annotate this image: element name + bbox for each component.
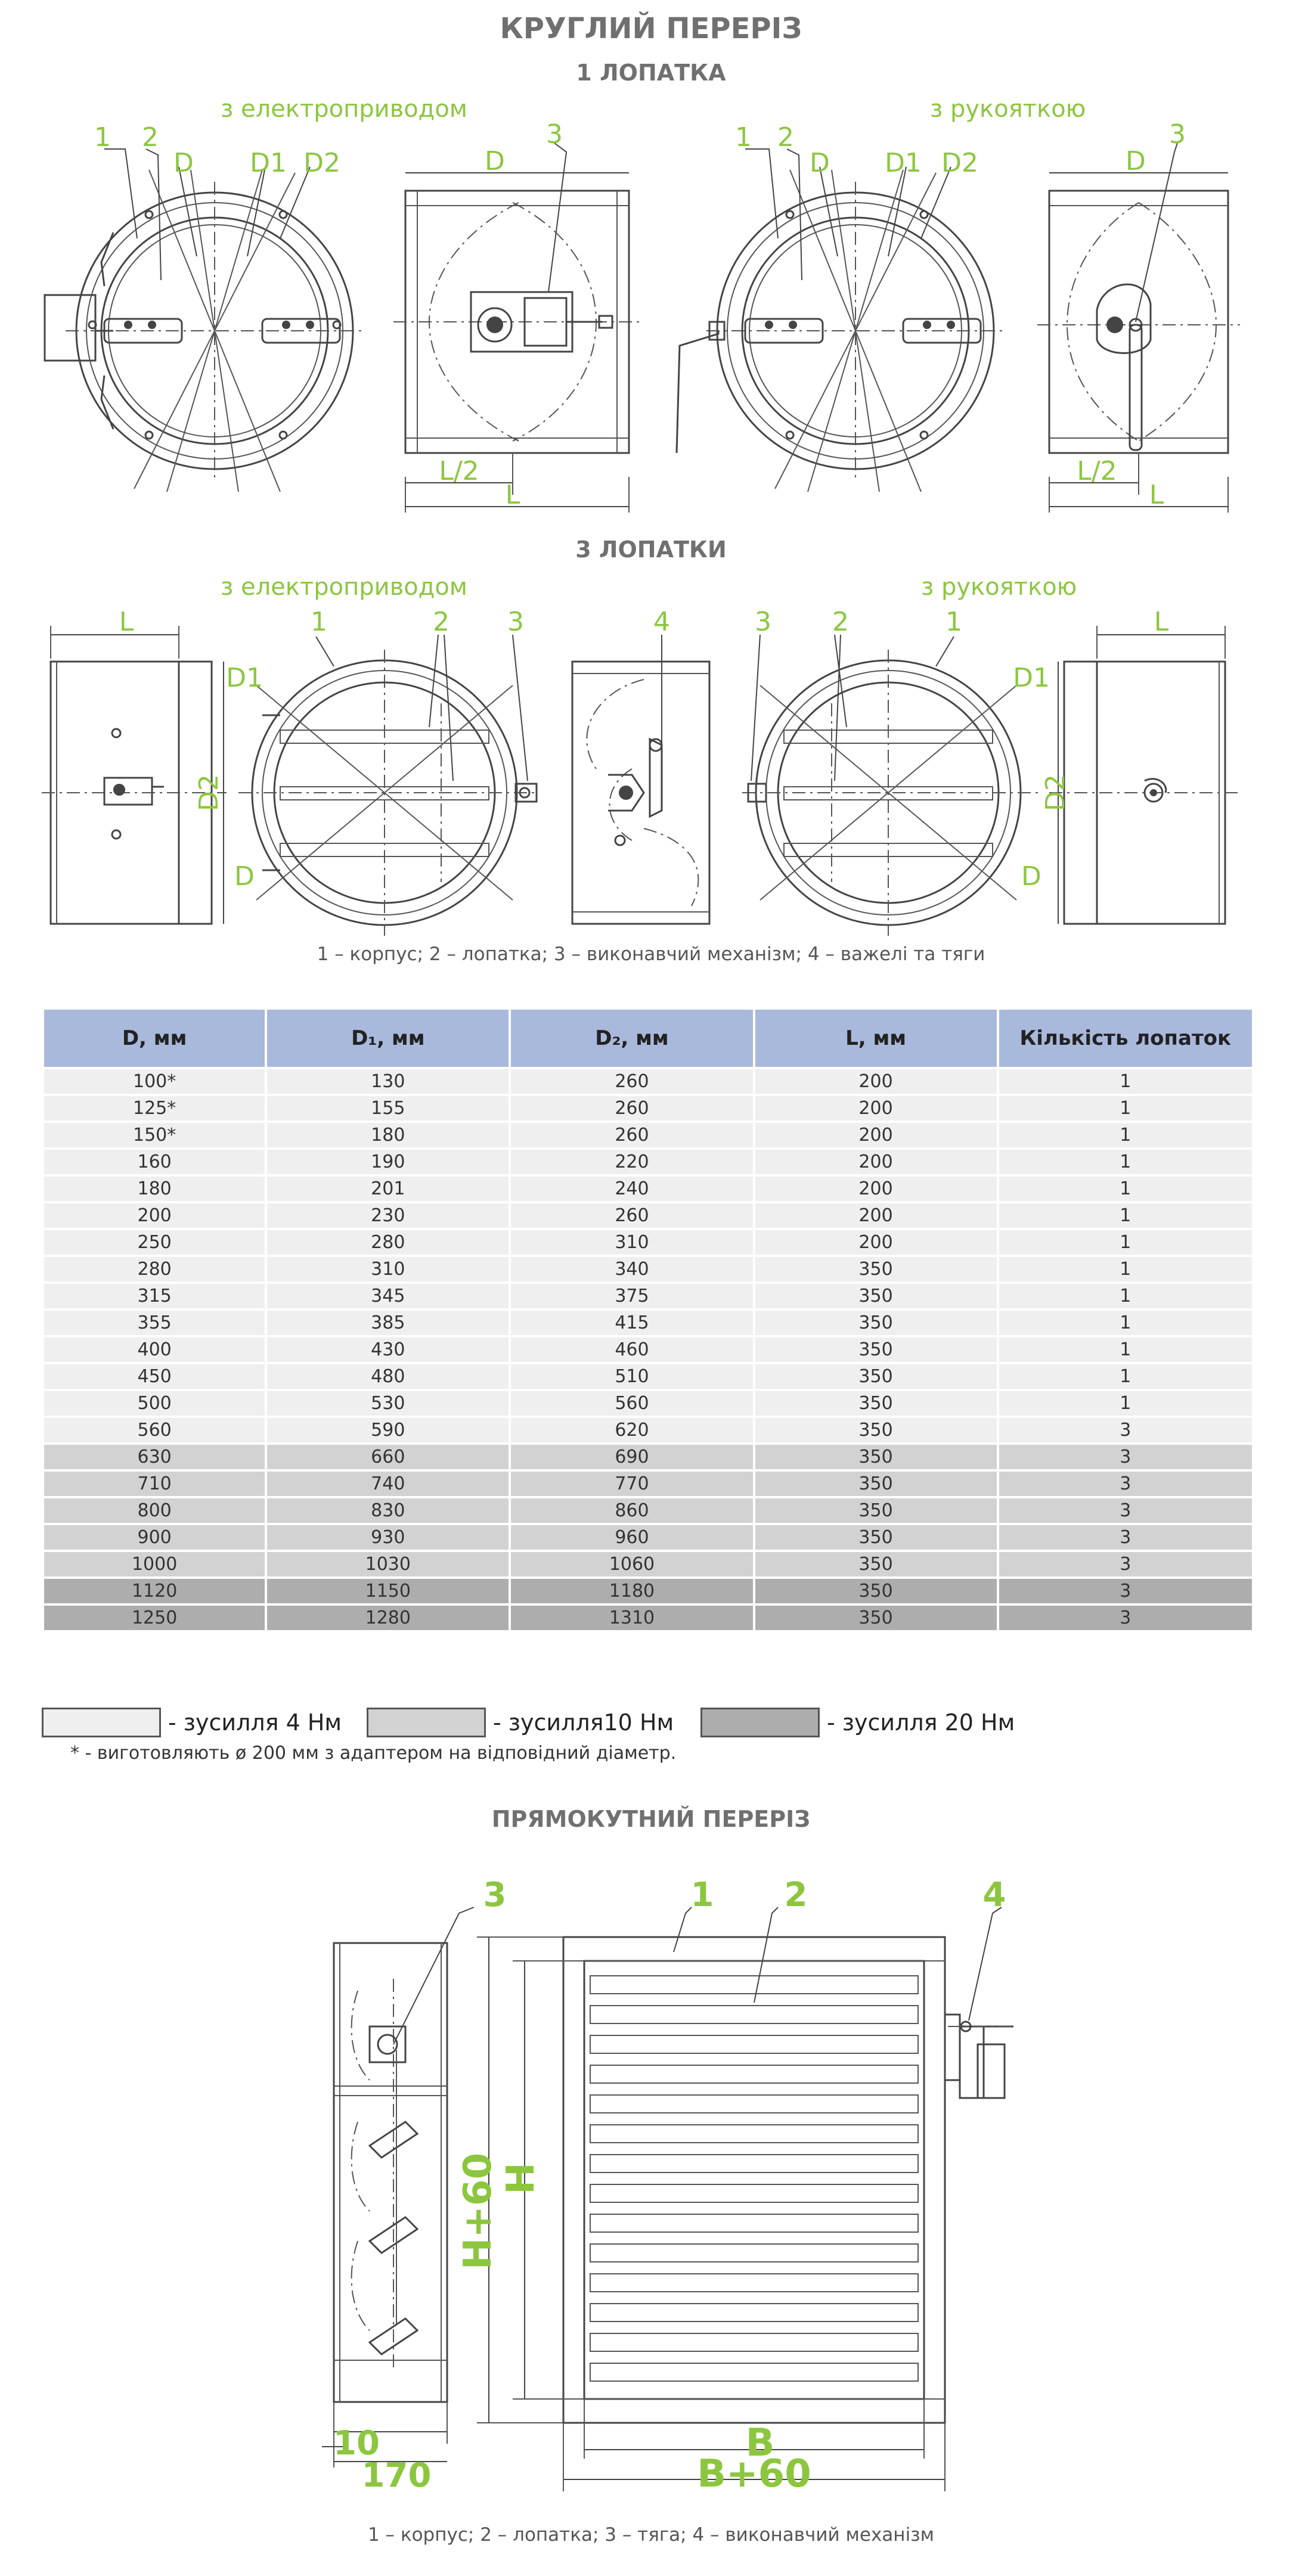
table-cell: 1250 — [44, 1606, 265, 1630]
table-cell: 200 — [755, 1123, 997, 1147]
table-cell: 155 — [267, 1096, 509, 1121]
table-cell: 1 — [999, 1177, 1252, 1201]
table-cell: 260 — [511, 1069, 752, 1094]
label-D2-b: D2 — [941, 148, 978, 178]
label-2-b: 2 — [777, 122, 794, 153]
table-cell: 201 — [267, 1177, 509, 1201]
label-L2-b: L/2 — [1077, 456, 1117, 486]
table-cell: 350 — [755, 1525, 997, 1550]
table-cell: 960 — [511, 1525, 752, 1550]
table-cell: 350 — [755, 1579, 997, 1603]
table-cell: 1310 — [511, 1606, 752, 1630]
table-cell: 190 — [267, 1150, 509, 1174]
damper-blade — [590, 1976, 918, 1994]
rect-label-1: 1 — [690, 1876, 714, 1914]
table-cell: 3 — [999, 1445, 1252, 1469]
label-D-b: D — [810, 148, 830, 178]
table-cell: 385 — [267, 1311, 509, 1335]
table-cell: 1 — [999, 1337, 1252, 1362]
with-actuator-label-1: з електроприводом — [221, 95, 467, 123]
table-cell: 690 — [511, 1445, 752, 1469]
table-cell: 560 — [511, 1391, 752, 1416]
label-D-side-b: D — [1126, 146, 1146, 176]
table-cell: 560 — [44, 1418, 265, 1442]
table-cell: 250 — [44, 1230, 265, 1255]
table-cell: 740 — [267, 1472, 509, 1496]
table-cell: 1 — [999, 1123, 1252, 1147]
table-cell: 350 — [755, 1391, 997, 1416]
header-D: D, мм — [44, 1010, 265, 1067]
rect-label-B: B — [745, 2421, 775, 2465]
rect-label-4: 4 — [982, 1876, 1006, 1914]
table-cell: 1030 — [267, 1552, 509, 1576]
table-cell: 200 — [755, 1230, 997, 1255]
damper-blade — [590, 2333, 918, 2351]
table-cell: 350 — [755, 1552, 997, 1576]
table-cell: 1 — [999, 1364, 1252, 1389]
with-handle-label-1: з рукояткою — [930, 95, 1086, 123]
label-3-3a: 3 — [507, 607, 524, 637]
rect-section-title: ПРЯМОКУТНИЙ ПЕРЕРІЗ — [491, 1806, 811, 1832]
table-cell: 280 — [267, 1230, 509, 1255]
label-1-3b: 1 — [946, 607, 962, 637]
label-L-a: L — [505, 480, 520, 510]
header-L: L, мм — [755, 1010, 997, 1067]
table-cell: 3 — [999, 1418, 1252, 1442]
damper-blade — [590, 2155, 918, 2172]
label-D2-3a: D2 — [194, 774, 224, 811]
table-cell: 160 — [44, 1150, 265, 1174]
table-cell: 200 — [755, 1069, 997, 1094]
damper-blade — [590, 2065, 918, 2083]
table-cell: 1 — [999, 1391, 1252, 1416]
table-cell: 620 — [511, 1418, 752, 1442]
table-cell: 450 — [44, 1364, 265, 1389]
rect-label-H: H — [499, 2162, 543, 2195]
table-cell: 860 — [511, 1498, 752, 1523]
label-L-b: L — [1149, 480, 1164, 510]
label-D1-3a: D1 — [226, 663, 263, 693]
damper-blade — [590, 2035, 918, 2053]
rect-front-view — [477, 1937, 1013, 2491]
table-cell: 3 — [999, 1525, 1252, 1550]
label-D2-a: D2 — [303, 148, 340, 178]
table-cell: 200 — [755, 1203, 997, 1228]
table-cell: 350 — [755, 1364, 997, 1389]
table-cell: 830 — [267, 1498, 509, 1523]
rect-label-2: 2 — [784, 1876, 808, 1914]
table-cell: 260 — [511, 1203, 752, 1228]
label-3-a: 3 — [546, 119, 563, 150]
table-cell: 3 — [999, 1498, 1252, 1523]
table-cell: 1180 — [511, 1579, 752, 1603]
table-cell: 930 — [267, 1525, 509, 1550]
table-cell: 345 — [267, 1284, 509, 1308]
table-cell: 1 — [999, 1257, 1252, 1281]
table-cell: 350 — [755, 1472, 997, 1496]
damper-blade — [590, 2184, 918, 2202]
label-D2-3b: D2 — [1040, 774, 1071, 811]
table-cell: 430 — [267, 1337, 509, 1362]
table-cell: 315 — [44, 1284, 265, 1308]
footnote: * - виготовляють ø 200 мм з адаптером на відповідний діаметр. — [70, 1743, 677, 1764]
label-L-3b: L — [1154, 607, 1169, 637]
table-cell: 1150 — [267, 1579, 509, 1603]
table-cell: 280 — [44, 1257, 265, 1281]
damper-blade — [590, 2363, 918, 2381]
damper-blade — [590, 2274, 918, 2292]
table-cell: 310 — [267, 1257, 509, 1281]
label-D-side-a: D — [485, 146, 505, 176]
rect-label-170: 170 — [361, 2456, 432, 2495]
label-D-a: D — [173, 148, 194, 178]
table-cell: 350 — [755, 1257, 997, 1281]
rect-side-view — [322, 1943, 447, 2468]
rect-label-H60: H+60 — [456, 2152, 500, 2270]
table-cell: 590 — [267, 1418, 509, 1442]
table-cell: 350 — [755, 1606, 997, 1630]
table-cell: 500 — [44, 1391, 265, 1416]
header-blades: Кількість лопаток — [999, 1010, 1252, 1067]
table-cell: 200 — [755, 1150, 997, 1174]
table-cell: 180 — [267, 1123, 509, 1147]
table-cell: 3 — [999, 1552, 1252, 1576]
table-cell: 1 — [999, 1311, 1252, 1335]
table-cell: 530 — [267, 1391, 509, 1416]
three-blades-subtitle: 3 ЛОПАТКИ — [575, 536, 727, 563]
table-cell: 3 — [999, 1606, 1252, 1630]
table-cell: 1280 — [267, 1606, 509, 1630]
table-cell: 1 — [999, 1203, 1252, 1228]
label-L-3a: L — [119, 607, 134, 637]
table-cell: 1 — [999, 1230, 1252, 1255]
damper-blade — [590, 2095, 918, 2113]
table-cell: 400 — [44, 1337, 265, 1362]
table-cell: 350 — [755, 1284, 997, 1308]
label-2-3a: 2 — [433, 607, 450, 637]
table-cell: 1 — [999, 1096, 1252, 1121]
table-cell: 1120 — [44, 1579, 265, 1603]
table-cell: 180 — [44, 1177, 265, 1201]
label-L2-a: L/2 — [439, 456, 479, 486]
table-cell: 770 — [511, 1472, 752, 1496]
table-cell: 350 — [755, 1337, 997, 1362]
table-cell: 350 — [755, 1498, 997, 1523]
rect-label-3: 3 — [483, 1876, 507, 1914]
table-cell: 1 — [999, 1284, 1252, 1308]
table-cell: 200 — [44, 1203, 265, 1228]
table-cell: 415 — [511, 1311, 752, 1335]
label-2-3b: 2 — [832, 607, 849, 637]
label-1-b: 1 — [735, 122, 752, 153]
table-cell: 200 — [755, 1177, 997, 1201]
label-D1-b: D1 — [885, 148, 922, 178]
legend-4nm: - зусилля 4 Нм — [168, 1709, 342, 1736]
table-cell: 510 — [511, 1364, 752, 1389]
table-cell: 355 — [44, 1311, 265, 1335]
with-actuator-label-3: з електроприводом — [221, 573, 467, 601]
rect-caption: 1 – корпус; 2 – лопатка; 3 – тяга; 4 – виконавчий механізм — [367, 2524, 935, 2546]
legend-10nm: - зусилля10 Нм — [493, 1709, 674, 1736]
table-cell: 350 — [755, 1445, 997, 1469]
label-3-b: 3 — [1169, 119, 1186, 150]
damper-blade — [590, 2214, 918, 2232]
table-cell: 660 — [267, 1445, 509, 1469]
label-1-3a: 1 — [311, 607, 327, 637]
table-cell: 3 — [999, 1472, 1252, 1496]
with-handle-label-3: з рукояткою — [921, 573, 1077, 601]
label-D-3b: D — [1021, 861, 1041, 892]
table-cell: 800 — [44, 1498, 265, 1523]
table-cell: 150* — [44, 1123, 265, 1147]
label-2-a: 2 — [142, 122, 159, 153]
one-blade-subtitle: 1 ЛОПАТКА — [576, 60, 726, 86]
label-D1-3b: D1 — [1013, 663, 1050, 693]
label-3-3b: 3 — [755, 607, 771, 637]
table-cell: 130 — [267, 1069, 509, 1094]
table-cell: 375 — [511, 1284, 752, 1308]
table-cell: 350 — [755, 1311, 997, 1335]
table-cell: 220 — [511, 1150, 752, 1174]
damper-blade — [590, 2125, 918, 2143]
table-cell: 350 — [755, 1418, 997, 1442]
rect-label-B60: B+60 — [697, 2452, 811, 2496]
table-cell: 1 — [999, 1069, 1252, 1094]
table-cell: 125* — [44, 1096, 265, 1121]
table-cell: 240 — [511, 1177, 752, 1201]
round-section-title: КРУГЛИЙ ПЕРЕРІЗ — [500, 12, 802, 45]
table-cell: 3 — [999, 1579, 1252, 1603]
label-D-3a: D — [234, 861, 255, 892]
table-cell: 100* — [44, 1069, 265, 1094]
table-cell: 480 — [267, 1364, 509, 1389]
label-1-a: 1 — [94, 122, 111, 153]
header-D1: D₁, мм — [267, 1010, 509, 1067]
legend-20nm: - зусилля 20 Нм — [827, 1709, 1015, 1736]
table-cell: 1000 — [44, 1552, 265, 1576]
table-cell: 1 — [999, 1150, 1252, 1174]
damper-blade — [590, 2244, 918, 2262]
table-cell: 260 — [511, 1123, 752, 1147]
label-D1-a: D1 — [250, 148, 287, 178]
header-D2: D₂, мм — [511, 1010, 752, 1067]
damper-blade — [590, 2304, 918, 2321]
table-cell: 630 — [44, 1445, 265, 1469]
damper-blade — [590, 2006, 918, 2023]
table-cell: 1060 — [511, 1552, 752, 1576]
table-cell: 900 — [44, 1525, 265, 1550]
round-caption: 1 – корпус; 2 – лопатка; 3 – виконавчий механізм; 4 – важелі та тяги — [317, 944, 985, 965]
table-cell: 340 — [511, 1257, 752, 1281]
label-4-3: 4 — [653, 607, 670, 637]
table-cell: 710 — [44, 1472, 265, 1496]
table-cell: 230 — [267, 1203, 509, 1228]
rect-label-10: 10 — [333, 2424, 380, 2463]
table-cell: 460 — [511, 1337, 752, 1362]
table-cell: 310 — [511, 1230, 752, 1255]
table-cell: 260 — [511, 1096, 752, 1121]
table-cell: 200 — [755, 1096, 997, 1121]
